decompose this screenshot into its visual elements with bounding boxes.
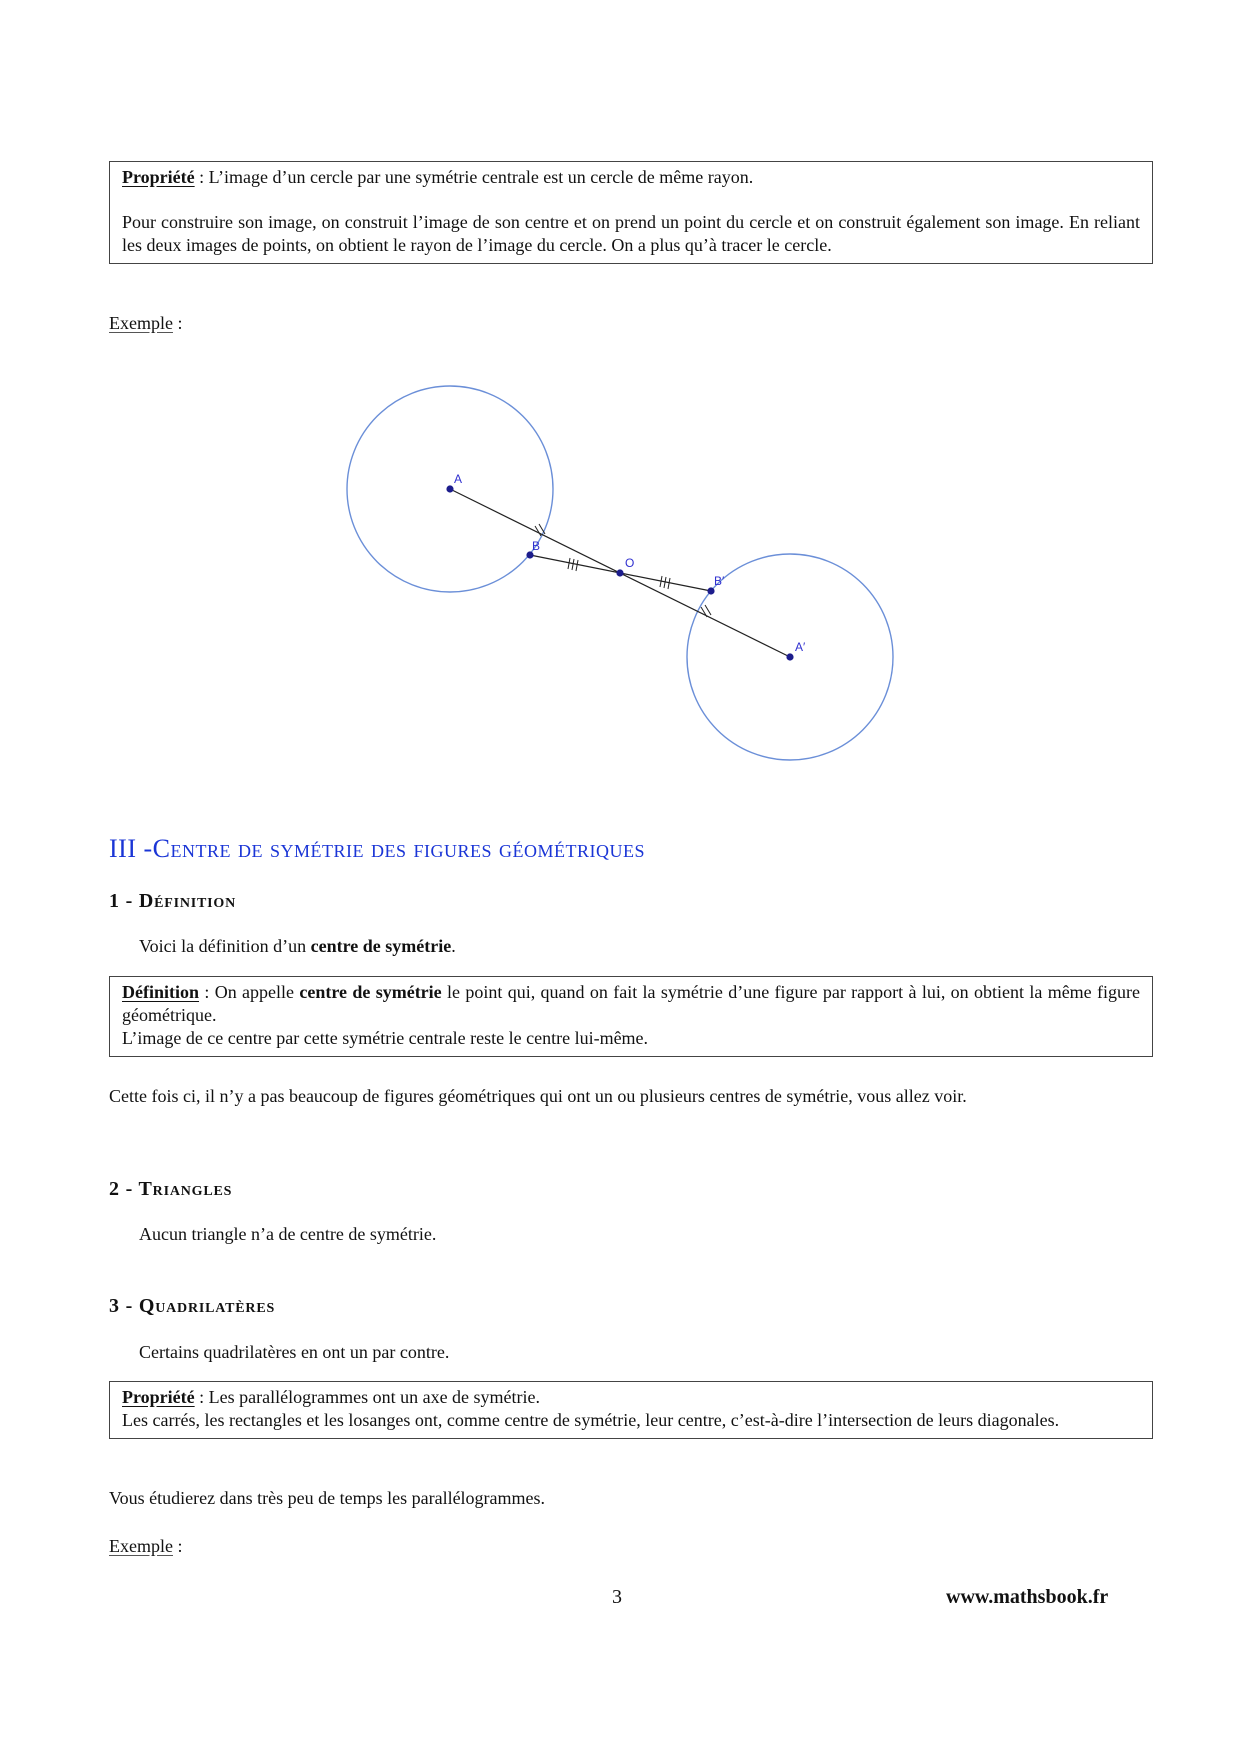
tick-marks-a-a-prime bbox=[535, 524, 711, 617]
label-b: B bbox=[532, 539, 541, 553]
label-a-prime: A′ bbox=[795, 640, 806, 654]
quadrilaterals-statement: Propriété : Les parallélogrammes ont un axe de symétrie. bbox=[122, 1387, 541, 1407]
triangles-text: Aucun triangle n’a de centre de symétrie. bbox=[139, 1224, 437, 1244]
subsection-triangles: 2 - Triangles bbox=[109, 1178, 233, 1200]
page-number: 3 bbox=[612, 1586, 622, 1608]
footer-site: www.mathsbook.fr bbox=[946, 1586, 1109, 1608]
subsection-quadrilaterals: 3 - Quadrilatères bbox=[109, 1295, 276, 1317]
subsection-definition: 1 - Définition bbox=[109, 890, 237, 912]
label-o: O bbox=[625, 556, 635, 570]
example-label: Exemple bbox=[109, 313, 173, 333]
property-label: Propriété bbox=[122, 167, 195, 187]
quadrilaterals-intro: Certains quadrilatères en ont un par contre. bbox=[139, 1342, 450, 1362]
definition-line2: L’image de ce centre par cette symétrie centrale reste le centre lui-même. bbox=[122, 1028, 649, 1048]
example-label-2: Exemple bbox=[109, 1536, 173, 1556]
point-a bbox=[446, 485, 453, 492]
definition-box bbox=[109, 976, 1153, 1057]
section-title: III -Centre de symétrie des figures géométriques bbox=[109, 834, 645, 863]
definition-intro: Voici la définition d’un centre de symétrie. bbox=[139, 936, 456, 956]
property-box-quadrilaterals bbox=[109, 1381, 1153, 1439]
property-text: : L’image d’un cercle par une symétrie centrale est un cercle de même rayon. bbox=[194, 167, 754, 187]
label-b-prime: B′ bbox=[714, 574, 725, 588]
example-caption-1: Exemple : bbox=[109, 313, 183, 333]
quadrilaterals-line2: Les carrés, les rectangles et les losanges ont, comme centre de symétrie, leur centre, c’est-à-dire l’intersection de leurs diagonales. bbox=[122, 1410, 1060, 1430]
point-o bbox=[616, 569, 623, 576]
point-a-prime bbox=[786, 653, 793, 660]
central-symmetry-figure bbox=[0, 0, 1239, 800]
label-a: A bbox=[454, 472, 463, 486]
property-construction: Pour construire son image, on construit l’image de son centre et on prend un point du cercle et on construit également son image. En reliant les deux images de points, on obtient le rayon de l’image du cercle. On a plus qu’à tracer le cercle. bbox=[122, 212, 1140, 255]
quadrilaterals-after: Vous étudierez dans très peu de temps les parallélogrammes. bbox=[109, 1488, 546, 1508]
definition-statement: Définition : On appelle centre de symétrie le point qui, quand on fait la symétrie d’une figure par rapport à lui, on obtient la même figure géométrique. bbox=[122, 982, 1140, 1025]
point-b-prime bbox=[707, 587, 714, 594]
definition-after: Cette fois ci, il n’y a pas beaucoup de figures géométriques qui ont un ou plusieurs centres de symétrie, vous allez voir. bbox=[109, 1086, 967, 1106]
example-caption-2: Exemple : bbox=[109, 1536, 183, 1556]
property-label-2: Propriété bbox=[122, 1387, 195, 1407]
definition-label: Définition bbox=[122, 982, 200, 1002]
